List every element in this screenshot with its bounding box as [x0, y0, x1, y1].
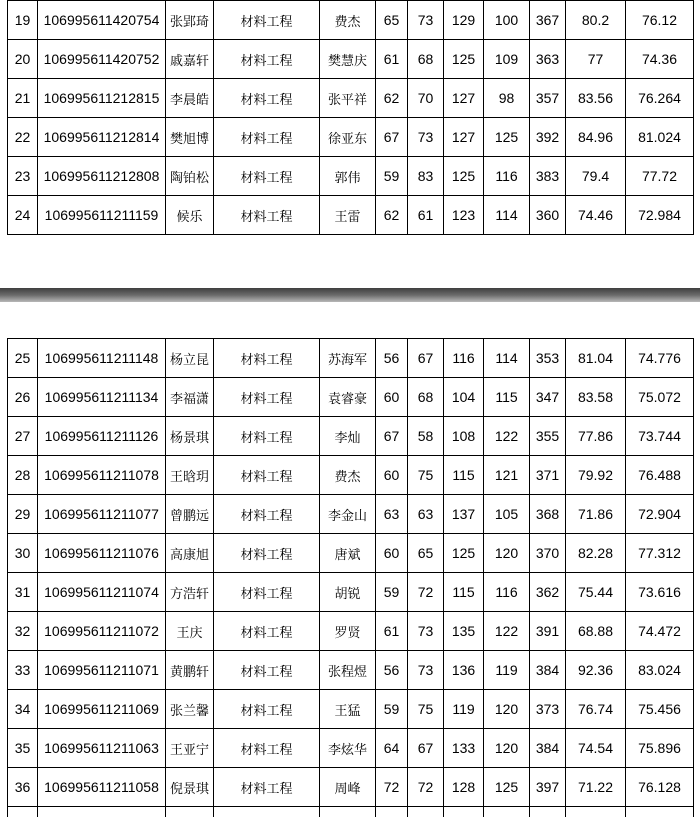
row-index-cell: 24 — [8, 196, 38, 235]
student-name-cell: 陶铂松 — [166, 157, 214, 196]
supervisor-cell: 李金山 — [320, 495, 376, 534]
supervisor-cell: 李炫华 — [320, 729, 376, 768]
major-cell: 材料工程 — [214, 690, 320, 729]
politics-score-cell: 60 — [376, 534, 408, 573]
major-cell: 材料工程 — [214, 40, 320, 79]
final-score-cell: 74.776 — [626, 339, 694, 378]
initial-total-cell: 355 — [530, 417, 566, 456]
professional-score-cell: 114 — [484, 196, 530, 235]
row-index-cell: 35 — [8, 729, 38, 768]
supervisor-cell: 王猛 — [320, 690, 376, 729]
page-separator — [0, 288, 700, 302]
politics-score-cell: 60 — [376, 456, 408, 495]
row-index-cell: 32 — [8, 612, 38, 651]
professional-score-cell: 125 — [484, 118, 530, 157]
retest-score-cell: 79.92 — [566, 456, 626, 495]
table-row — [8, 768, 694, 807]
exam-id-cell: 106995611211076 — [38, 534, 166, 573]
retest-score-cell: 71.22 — [566, 768, 626, 807]
math-score-cell: 115 — [444, 573, 484, 612]
initial-total-cell: 360 — [530, 196, 566, 235]
row-index-cell: 19 — [8, 1, 38, 40]
table-row — [8, 378, 694, 417]
supervisor-cell: 樊慧庆 — [320, 40, 376, 79]
row-index-cell: 30 — [8, 534, 38, 573]
professional-score-cell: 98 — [484, 79, 530, 118]
retest-score-cell: 79.4 — [566, 157, 626, 196]
student-name-cell: 杨立昆 — [166, 339, 214, 378]
english-score-cell: 75 — [408, 690, 444, 729]
score-table-bottom — [7, 338, 694, 817]
student-name-cell: 黄鹏轩 — [166, 651, 214, 690]
supervisor-cell: 罗贤 — [320, 612, 376, 651]
empty-cell — [376, 807, 408, 818]
professional-score-cell: 116 — [484, 573, 530, 612]
retest-score-cell: 74.46 — [566, 196, 626, 235]
major-cell: 材料工程 — [214, 495, 320, 534]
final-score-cell: 72.904 — [626, 495, 694, 534]
major-cell: 材料工程 — [214, 456, 320, 495]
final-score-cell: 75.896 — [626, 729, 694, 768]
student-name-cell: 张兰馨 — [166, 690, 214, 729]
empty-cell — [566, 807, 626, 818]
row-index-cell: 22 — [8, 118, 38, 157]
table-row — [8, 79, 694, 118]
major-cell: 材料工程 — [214, 1, 320, 40]
math-score-cell: 119 — [444, 690, 484, 729]
english-score-cell: 72 — [408, 573, 444, 612]
supervisor-cell: 徐亚东 — [320, 118, 376, 157]
page-gap — [0, 260, 700, 302]
exam-id-cell: 106995611211077 — [38, 495, 166, 534]
retest-score-cell: 68.88 — [566, 612, 626, 651]
initial-total-cell: 384 — [530, 729, 566, 768]
row-index-cell: 26 — [8, 378, 38, 417]
table-row — [8, 339, 694, 378]
final-score-cell: 73.616 — [626, 573, 694, 612]
exam-id-cell: 106995611420752 — [38, 40, 166, 79]
final-score-cell: 76.12 — [626, 1, 694, 40]
politics-score-cell: 65 — [376, 1, 408, 40]
retest-score-cell: 76.74 — [566, 690, 626, 729]
retest-score-cell: 74.54 — [566, 729, 626, 768]
table-row — [8, 157, 694, 196]
table-row — [8, 417, 694, 456]
english-score-cell: 68 — [408, 40, 444, 79]
major-cell: 材料工程 — [214, 118, 320, 157]
supervisor-cell: 费杰 — [320, 1, 376, 40]
math-score-cell: 127 — [444, 118, 484, 157]
politics-score-cell: 59 — [376, 157, 408, 196]
professional-score-cell: 125 — [484, 768, 530, 807]
exam-id-cell: 106995611211058 — [38, 768, 166, 807]
row-index-cell: 21 — [8, 79, 38, 118]
major-cell: 材料工程 — [214, 339, 320, 378]
retest-score-cell: 81.04 — [566, 339, 626, 378]
exam-id-cell: 106995611211069 — [38, 690, 166, 729]
student-name-cell: 王亚宁 — [166, 729, 214, 768]
math-score-cell: 108 — [444, 417, 484, 456]
english-score-cell: 67 — [408, 339, 444, 378]
table-body-top — [8, 0, 694, 235]
empty-cell — [444, 807, 484, 818]
initial-total-cell: 363 — [530, 40, 566, 79]
empty-cell — [484, 807, 530, 818]
final-score-cell: 75.456 — [626, 690, 694, 729]
exam-id-cell: 106995611212808 — [38, 157, 166, 196]
table-body-bottom — [8, 339, 694, 818]
politics-score-cell: 64 — [376, 729, 408, 768]
exam-id-cell: 106995611211074 — [38, 573, 166, 612]
row-index-cell: 27 — [8, 417, 38, 456]
major-cell: 材料工程 — [214, 768, 320, 807]
politics-score-cell: 59 — [376, 690, 408, 729]
initial-total-cell: 384 — [530, 651, 566, 690]
politics-score-cell: 61 — [376, 612, 408, 651]
student-name-cell: 戚嘉轩 — [166, 40, 214, 79]
math-score-cell: 125 — [444, 534, 484, 573]
final-score-cell: 77.72 — [626, 157, 694, 196]
initial-total-cell: 371 — [530, 456, 566, 495]
student-name-cell: 王晗玥 — [166, 456, 214, 495]
retest-score-cell: 83.56 — [566, 79, 626, 118]
final-score-cell: 76.488 — [626, 456, 694, 495]
supervisor-cell: 郭伟 — [320, 157, 376, 196]
row-index-cell: 34 — [8, 690, 38, 729]
math-score-cell: 136 — [444, 651, 484, 690]
table-row — [8, 690, 694, 729]
politics-score-cell: 61 — [376, 40, 408, 79]
professional-score-cell: 122 — [484, 417, 530, 456]
professional-score-cell: 121 — [484, 456, 530, 495]
english-score-cell: 67 — [408, 729, 444, 768]
math-score-cell: 125 — [444, 157, 484, 196]
retest-score-cell: 82.28 — [566, 534, 626, 573]
initial-total-cell: 368 — [530, 495, 566, 534]
score-table-top — [7, 0, 694, 235]
final-score-cell: 75.072 — [626, 378, 694, 417]
initial-total-cell: 367 — [530, 1, 566, 40]
student-name-cell: 樊旭博 — [166, 118, 214, 157]
exam-id-cell: 106995611420754 — [38, 1, 166, 40]
politics-score-cell: 60 — [376, 378, 408, 417]
math-score-cell: 129 — [444, 1, 484, 40]
empty-cell — [8, 807, 38, 818]
professional-score-cell: 109 — [484, 40, 530, 79]
math-score-cell: 116 — [444, 339, 484, 378]
student-name-cell: 倪景琪 — [166, 768, 214, 807]
english-score-cell: 73 — [408, 612, 444, 651]
english-score-cell: 73 — [408, 118, 444, 157]
initial-total-cell: 391 — [530, 612, 566, 651]
supervisor-cell: 张程煜 — [320, 651, 376, 690]
supervisor-cell: 袁睿豪 — [320, 378, 376, 417]
table-row — [8, 118, 694, 157]
politics-score-cell: 59 — [376, 573, 408, 612]
student-name-cell: 方浩轩 — [166, 573, 214, 612]
exam-id-cell: 106995611212814 — [38, 118, 166, 157]
math-score-cell: 123 — [444, 196, 484, 235]
row-index-cell: 36 — [8, 768, 38, 807]
document-page-top — [0, 0, 700, 260]
math-score-cell: 135 — [444, 612, 484, 651]
supervisor-cell: 张平祥 — [320, 79, 376, 118]
politics-score-cell: 67 — [376, 118, 408, 157]
row-index-cell: 33 — [8, 651, 38, 690]
math-score-cell: 133 — [444, 729, 484, 768]
politics-score-cell: 62 — [376, 79, 408, 118]
empty-cell — [408, 807, 444, 818]
english-score-cell: 65 — [408, 534, 444, 573]
english-score-cell: 72 — [408, 768, 444, 807]
student-name-cell: 张郢琦 — [166, 1, 214, 40]
table-row — [8, 651, 694, 690]
professional-score-cell: 115 — [484, 378, 530, 417]
exam-id-cell: 106995611211148 — [38, 339, 166, 378]
initial-total-cell: 397 — [530, 768, 566, 807]
empty-cell — [320, 807, 376, 818]
final-score-cell: 81.024 — [626, 118, 694, 157]
english-score-cell: 58 — [408, 417, 444, 456]
row-index-cell: 28 — [8, 456, 38, 495]
row-index-cell: 29 — [8, 495, 38, 534]
empty-cell — [214, 807, 320, 818]
exam-id-cell: 106995611211159 — [38, 196, 166, 235]
major-cell: 材料工程 — [214, 534, 320, 573]
english-score-cell: 73 — [408, 651, 444, 690]
exam-id-cell: 106995611212815 — [38, 79, 166, 118]
math-score-cell: 125 — [444, 40, 484, 79]
english-score-cell: 73 — [408, 1, 444, 40]
major-cell: 材料工程 — [214, 729, 320, 768]
math-score-cell: 127 — [444, 79, 484, 118]
final-score-cell: 77.312 — [626, 534, 694, 573]
professional-score-cell: 114 — [484, 339, 530, 378]
professional-score-cell: 120 — [484, 729, 530, 768]
exam-id-cell: 106995611211126 — [38, 417, 166, 456]
table-row — [8, 573, 694, 612]
row-index-cell: 20 — [8, 40, 38, 79]
table-row — [8, 612, 694, 651]
exam-id-cell: 106995611211071 — [38, 651, 166, 690]
supervisor-cell: 胡锐 — [320, 573, 376, 612]
student-name-cell: 王庆 — [166, 612, 214, 651]
initial-total-cell: 362 — [530, 573, 566, 612]
math-score-cell: 128 — [444, 768, 484, 807]
english-score-cell: 68 — [408, 378, 444, 417]
exam-id-cell: 106995611211078 — [38, 456, 166, 495]
retest-score-cell: 92.36 — [566, 651, 626, 690]
table-row — [8, 456, 694, 495]
retest-score-cell: 77 — [566, 40, 626, 79]
supervisor-cell: 费杰 — [320, 456, 376, 495]
major-cell: 材料工程 — [214, 157, 320, 196]
retest-score-cell: 83.58 — [566, 378, 626, 417]
retest-score-cell: 80.2 — [566, 1, 626, 40]
english-score-cell: 63 — [408, 495, 444, 534]
supervisor-cell: 唐斌 — [320, 534, 376, 573]
empty-cell — [626, 807, 694, 818]
final-score-cell: 72.984 — [626, 196, 694, 235]
professional-score-cell: 120 — [484, 690, 530, 729]
retest-score-cell: 71.86 — [566, 495, 626, 534]
retest-score-cell: 75.44 — [566, 573, 626, 612]
final-score-cell: 76.264 — [626, 79, 694, 118]
initial-total-cell: 392 — [530, 118, 566, 157]
english-score-cell: 83 — [408, 157, 444, 196]
supervisor-cell: 王雷 — [320, 196, 376, 235]
supervisor-cell: 周峰 — [320, 768, 376, 807]
retest-score-cell: 77.86 — [566, 417, 626, 456]
major-cell: 材料工程 — [214, 378, 320, 417]
politics-score-cell: 56 — [376, 339, 408, 378]
politics-score-cell: 62 — [376, 196, 408, 235]
initial-total-cell: 357 — [530, 79, 566, 118]
english-score-cell: 70 — [408, 79, 444, 118]
exam-id-cell: 106995611211072 — [38, 612, 166, 651]
major-cell: 材料工程 — [214, 417, 320, 456]
math-score-cell: 137 — [444, 495, 484, 534]
exam-id-cell: 106995611211134 — [38, 378, 166, 417]
final-score-cell: 74.472 — [626, 612, 694, 651]
supervisor-cell: 苏海军 — [320, 339, 376, 378]
initial-total-cell: 373 — [530, 690, 566, 729]
professional-score-cell: 120 — [484, 534, 530, 573]
table-row — [8, 1, 694, 40]
politics-score-cell: 63 — [376, 495, 408, 534]
politics-score-cell: 72 — [376, 768, 408, 807]
row-index-cell: 31 — [8, 573, 38, 612]
initial-total-cell: 347 — [530, 378, 566, 417]
empty-cell — [38, 807, 166, 818]
major-cell: 材料工程 — [214, 79, 320, 118]
retest-score-cell: 84.96 — [566, 118, 626, 157]
professional-score-cell: 119 — [484, 651, 530, 690]
table-row — [8, 534, 694, 573]
document-page-bottom — [0, 302, 700, 826]
major-cell: 材料工程 — [214, 651, 320, 690]
student-name-cell: 候乐 — [166, 196, 214, 235]
table-row — [8, 196, 694, 235]
empty-cell — [166, 807, 214, 818]
supervisor-cell: 李灿 — [320, 417, 376, 456]
major-cell: 材料工程 — [214, 612, 320, 651]
student-name-cell: 杨景琪 — [166, 417, 214, 456]
initial-total-cell: 353 — [530, 339, 566, 378]
student-name-cell: 李晨皓 — [166, 79, 214, 118]
table-row — [8, 495, 694, 534]
final-score-cell: 83.024 — [626, 651, 694, 690]
initial-total-cell: 370 — [530, 534, 566, 573]
professional-score-cell: 100 — [484, 1, 530, 40]
math-score-cell: 104 — [444, 378, 484, 417]
major-cell: 材料工程 — [214, 573, 320, 612]
table-row — [8, 729, 694, 768]
english-score-cell: 75 — [408, 456, 444, 495]
row-index-cell: 25 — [8, 339, 38, 378]
table-row — [8, 40, 694, 79]
politics-score-cell: 56 — [376, 651, 408, 690]
student-name-cell: 曾鹏远 — [166, 495, 214, 534]
exam-id-cell: 106995611211063 — [38, 729, 166, 768]
initial-total-cell: 383 — [530, 157, 566, 196]
student-name-cell: 李福潇 — [166, 378, 214, 417]
professional-score-cell: 105 — [484, 495, 530, 534]
final-score-cell: 74.36 — [626, 40, 694, 79]
professional-score-cell: 116 — [484, 157, 530, 196]
final-score-cell: 76.128 — [626, 768, 694, 807]
final-score-cell: 73.744 — [626, 417, 694, 456]
professional-score-cell: 122 — [484, 612, 530, 651]
math-score-cell: 115 — [444, 456, 484, 495]
student-name-cell: 高康旭 — [166, 534, 214, 573]
major-cell: 材料工程 — [214, 196, 320, 235]
english-score-cell: 61 — [408, 196, 444, 235]
empty-cell — [530, 807, 566, 818]
row-index-cell: 23 — [8, 157, 38, 196]
table-row-partial — [8, 807, 694, 818]
politics-score-cell: 67 — [376, 417, 408, 456]
